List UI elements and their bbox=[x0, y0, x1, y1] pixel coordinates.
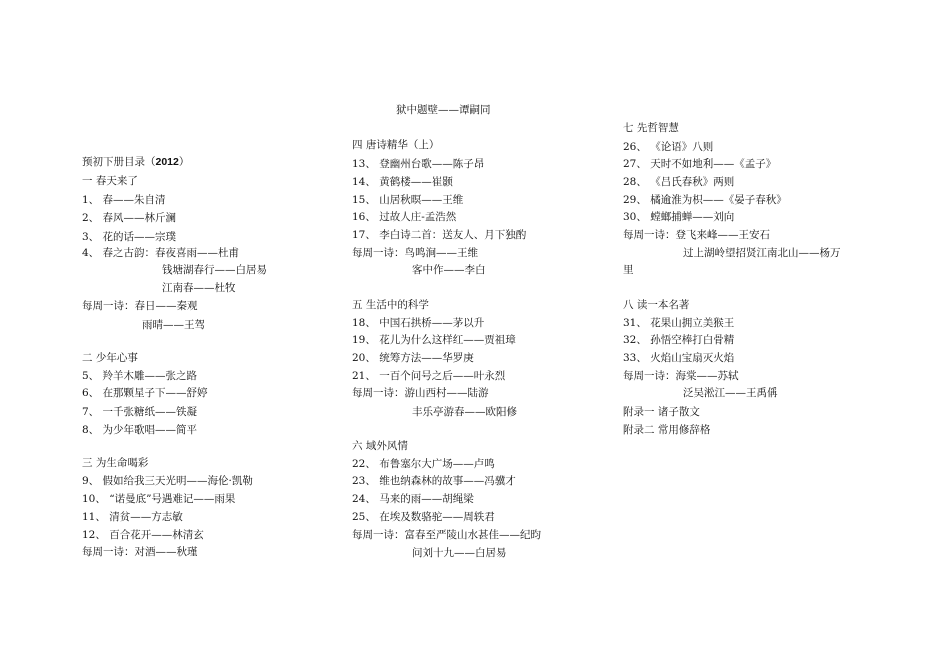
toc-entry: 19、 花儿为什么这样红——贾祖璋 bbox=[352, 334, 516, 346]
toc-entry: 18、 中国石拱桥——茅以升 bbox=[352, 317, 485, 329]
toc-entry: 5、 羚羊木雕——张之路 bbox=[82, 370, 198, 382]
toc-entry: 26、 《论语》八则 bbox=[623, 141, 714, 153]
unit-heading-6: 六 域外风情 bbox=[352, 440, 408, 452]
toc-entry: 14、 黄鹤楼——崔颢 bbox=[352, 176, 453, 188]
unit-heading-7: 七 先哲智慧 bbox=[623, 122, 679, 134]
weekly-poem-sub: 客中作——李白 bbox=[412, 264, 486, 276]
stray-title: 狱中题壁——谭嗣同 bbox=[396, 104, 491, 116]
weekly-poem-sub: 丰乐亭游春——欧阳修 bbox=[412, 406, 517, 418]
toc-entry: 11、 清贫——方志敏 bbox=[82, 511, 183, 523]
toc-entry: 3、 花的话——宗璞 bbox=[82, 231, 177, 243]
toc-entry: 1、 春——朱自清 bbox=[82, 194, 166, 206]
toc-entry: 9、 假如给我三天光明——海伦·凯勒 bbox=[82, 475, 253, 487]
unit-heading-3: 三 为生命喝彩 bbox=[82, 457, 149, 469]
toc-title-year: 2012 bbox=[155, 156, 179, 168]
toc-entry: 21、 一百个问号之后——叶永烈 bbox=[352, 370, 506, 382]
toc-title-suffix: ） bbox=[178, 156, 190, 168]
weekly-poem-wrap: 里 bbox=[623, 264, 634, 276]
toc-entry: 32、 孙悟空棒打白骨精 bbox=[623, 334, 735, 346]
weekly-poem-sub: 过上湖岭望招贤江南北山——杨万 bbox=[683, 247, 841, 259]
toc-entry: 30、 螳螂捕蝉——刘向 bbox=[623, 211, 735, 223]
weekly-poem: 每周一诗：登飞来峰——王安石 bbox=[623, 229, 770, 241]
toc-entry: 33、 火焰山宝扇灭火焰 bbox=[623, 352, 735, 364]
appendix-2: 附录二 常用修辞格 bbox=[623, 424, 711, 436]
toc-entry: 4、 春之古韵：春夜喜雨——杜甫 bbox=[82, 247, 240, 259]
unit-heading-2: 二 少年心事 bbox=[82, 352, 138, 364]
weekly-poem: 每周一诗：富春至严陵山水甚佳——纪昀 bbox=[352, 529, 541, 541]
toc-entry: 2、 春风——林斤澜 bbox=[82, 212, 177, 224]
toc-entry: 12、 百合花开——林清玄 bbox=[82, 529, 204, 541]
toc-entry: 29、 橘逾淮为枳——《晏子春秋》 bbox=[623, 194, 787, 206]
weekly-poem: 每周一诗：海棠——苏轼 bbox=[623, 370, 739, 382]
toc-entry: 25、 在埃及数骆驼——周轶君 bbox=[352, 511, 495, 523]
toc-entry: 10、 “诺曼底”号遇难记——雨果 bbox=[82, 493, 236, 505]
toc-entry: 27、 天时不如地利——《孟子》 bbox=[623, 158, 777, 170]
weekly-poem: 每周一诗：鸟鸣涧——王维 bbox=[352, 247, 478, 259]
toc-entry: 17、 李白诗二首：送友人、月下独酌 bbox=[352, 229, 527, 241]
toc-entry: 15、 山居秋暝——王维 bbox=[352, 194, 464, 206]
weekly-poem: 每周一诗：春日——秦观 bbox=[82, 300, 198, 312]
toc-entry: 31、 花果山拥立美猴王 bbox=[623, 317, 735, 329]
unit-heading-4: 四 唐诗精华（上） bbox=[352, 139, 440, 151]
weekly-poem: 每周一诗：游山西村——陆游 bbox=[352, 387, 489, 399]
toc-entry: 28、 《吕氏春秋》两则 bbox=[623, 176, 735, 188]
toc-entry: 24、 马来的雨——胡绳梁 bbox=[352, 493, 474, 505]
toc-entry: 13、 登幽州台歌——陈子昂 bbox=[352, 158, 485, 170]
toc-entry: 7、 一千张糖纸——铁凝 bbox=[82, 406, 198, 418]
toc-entry: 16、 过故人庄-孟浩然 bbox=[352, 211, 457, 223]
toc-entry: 23、 维也纳森林的故事——冯骥才 bbox=[352, 475, 516, 487]
unit-heading-1: 一 春天来了 bbox=[82, 175, 138, 187]
toc-title-prefix: 预初下册目录（ bbox=[82, 156, 156, 168]
unit-heading-8: 八 读一本名著 bbox=[623, 299, 690, 311]
toc-entry: 22、 布鲁塞尔大广场——卢鸣 bbox=[352, 458, 495, 470]
unit-heading-5: 五 生活中的科学 bbox=[352, 299, 429, 311]
toc-main-title bbox=[82, 155, 189, 169]
weekly-poem-sub: 泛吴淞江——王禹偁 bbox=[683, 387, 778, 399]
weekly-poem-sub: 问刘十九——白居易 bbox=[412, 547, 507, 559]
weekly-poem-sub: 雨晴——王驾 bbox=[142, 319, 205, 331]
weekly-poem: 每周一诗：对酒——秋瑾 bbox=[82, 546, 198, 558]
appendix-1: 附录一 诸子散文 bbox=[623, 406, 700, 418]
toc-entry: 8、 为少年歌唱——简平 bbox=[82, 424, 198, 436]
toc-sub-entry: 江南春——杜牧 bbox=[162, 282, 236, 294]
toc-sub-entry: 钱塘湖春行——白居易 bbox=[162, 264, 267, 276]
toc-entry: 20、 统筹方法——华罗庚 bbox=[352, 352, 474, 364]
toc-entry: 6、 在那颗星子下——舒婷 bbox=[82, 387, 208, 399]
